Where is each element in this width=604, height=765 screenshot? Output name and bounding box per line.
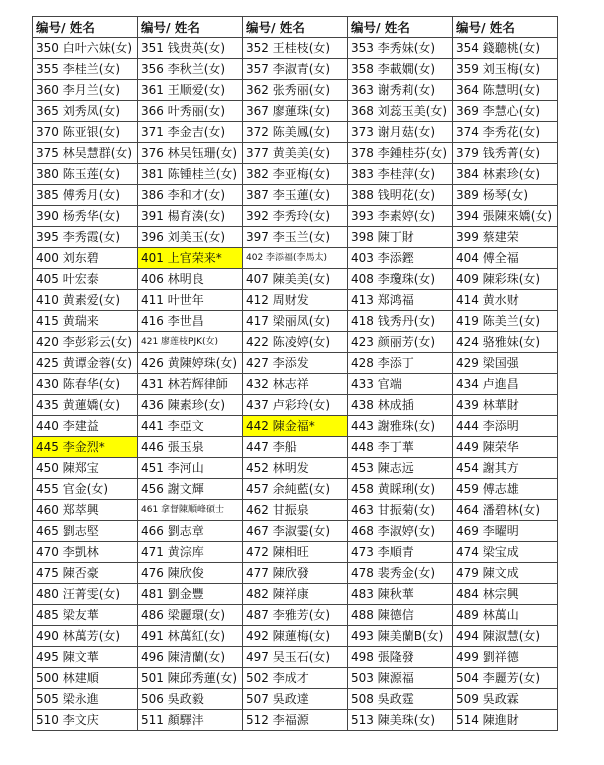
member-cell: 512 李福源 [243,710,348,731]
member-cell: 355 李桂兰(女) [33,59,138,80]
table-row [33,542,558,563]
member-cell: 496 陳清蘭(女) [138,647,243,668]
member-cell: 466 劉志章 [138,521,243,542]
member-cell: 369 李慧心(女) [453,101,558,122]
member-cell: 499 劉祥德 [453,647,558,668]
member-cell: 407 陳美美(女) [243,269,348,290]
table-row [33,122,558,143]
table-body [33,38,558,731]
member-cell: 490 林萬芳(女) [33,626,138,647]
member-cell: 386 李和才(女) [138,185,243,206]
member-cell: 467 李淑霎(女) [243,521,348,542]
table-row [33,248,558,269]
member-cell: 423 颜丽芳(女) [348,332,453,353]
member-cell: 482 陳祥康 [243,584,348,605]
table-row [33,101,558,122]
member-cell: 443 謝雅珠(女) [348,416,453,437]
member-cell: 444 李添明 [453,416,558,437]
member-cell: 418 钱秀丹(女) [348,311,453,332]
table-row [33,80,558,101]
member-cell: 374 李秀花(女) [453,122,558,143]
member-cell: 510 李文庆 [33,710,138,731]
table-row [33,584,558,605]
member-cell: 504 李麗芳(女) [453,668,558,689]
table-row [33,374,558,395]
member-cell: 426 黄陳婷珠(女) [138,353,243,374]
member-cell: 498 張隆發 [348,647,453,668]
member-cell: 432 林志祥 [243,374,348,395]
member-cell: 493 陳美蘭B(女) [348,626,453,647]
member-cell: 440 李建益 [33,416,138,437]
member-cell: 375 林吴慧群(女) [33,143,138,164]
member-cell: 441 李亞文 [138,416,243,437]
table-row [33,206,558,227]
highlighted-member-cell: 445 李金烈* [33,437,138,458]
member-cell: 408 李瓊珠(女) [348,269,453,290]
member-cell: 367 廖蓮珠(女) [243,101,348,122]
member-cell: 409 陳彩珠(女) [453,269,558,290]
member-cell: 404 傅全福 [453,248,558,269]
member-cell: 422 陈凌婷(女) [243,332,348,353]
table-row [33,689,558,710]
member-cell: 468 李淑婷(女) [348,521,453,542]
member-cell: 455 官金(女) [33,479,138,500]
member-cell: 476 陳欣俊 [138,563,243,584]
member-cell: 384 林素珍(女) [453,164,558,185]
member-cell: 495 陳文華 [33,647,138,668]
member-cell: 371 李金吉(女) [138,122,243,143]
member-cell: 480 汪菁雯(女) [33,584,138,605]
table-row [33,311,558,332]
member-cell: 435 黄蓮嬌(女) [33,395,138,416]
table-row [33,563,558,584]
member-cell: 397 李玉兰(女) [243,227,348,248]
member-cell: 463 甘振菊(女) [348,500,453,521]
member-cell: 400 刘东碧 [33,248,138,269]
member-cell: 475 陳否豪 [33,563,138,584]
member-cell: 474 梁宝成 [453,542,558,563]
member-cell: 350 白叶六妹(女) [33,38,138,59]
table-row [33,479,558,500]
member-cell: 362 张秀丽(女) [243,80,348,101]
table-row [33,269,558,290]
member-cell: 420 李彭彩云(女) [33,332,138,353]
member-cell: 439 林華財 [453,395,558,416]
member-cell: 399 蔡建荣 [453,227,558,248]
table-row [33,227,558,248]
member-cell: 382 李亚梅(女) [243,164,348,185]
member-cell: 485 梁友華 [33,605,138,626]
member-cell: 410 黄素爱(女) [33,290,138,311]
member-cell: 500 林建順 [33,668,138,689]
member-cell: 380 陈玉莲(女) [33,164,138,185]
member-cell: 478 裴秀金(女) [348,563,453,584]
member-cell: 415 黄瑞来 [33,311,138,332]
member-cell: 387 李玉蓮(女) [243,185,348,206]
member-cell: 391 楊育湊(女) [138,206,243,227]
member-cell: 491 林萬紅(女) [138,626,243,647]
member-cell: 505 梁永進 [33,689,138,710]
member-cell: 358 李載嫺(女) [348,59,453,80]
member-cell: 356 李秋兰(女) [138,59,243,80]
table-row [33,605,558,626]
member-cell: 507 吳政達 [243,689,348,710]
member-cell: 416 李世昌 [138,311,243,332]
member-cell: 471 黄淙库 [138,542,243,563]
member-cell: 352 王桂枝(女) [243,38,348,59]
member-cell: 372 陈美鳳(女) [243,122,348,143]
member-cell: 377 黄美美(女) [243,143,348,164]
member-cell: 419 陈美兰(女) [453,311,558,332]
member-cell: 492 陳蓮梅(女) [243,626,348,647]
highlighted-member-cell: 442 陳金福* [243,416,348,437]
member-cell: 351 钱贵英(女) [138,38,243,59]
member-table [32,16,558,731]
table-row [33,332,558,353]
column-header: 编号/ 姓名 [33,17,138,38]
member-cell: 425 黄谭金蓉(女) [33,353,138,374]
member-cell: 446 張玉泉 [138,437,243,458]
table-row [33,143,558,164]
member-cell: 497 吴玉石(女) [243,647,348,668]
member-cell: 472 陳相旺 [243,542,348,563]
member-cell: 448 李丁華 [348,437,453,458]
member-cell: 389 杨琴(女) [453,185,558,206]
member-cell: 437 卢彩玲(女) [243,395,348,416]
member-cell: 359 刘玉梅(女) [453,59,558,80]
member-cell: 511 顏驛沣 [138,710,243,731]
column-header: 编号/ 姓名 [138,17,243,38]
member-cell: 405 叶宏泰 [33,269,138,290]
table-row [33,647,558,668]
table-row [33,290,558,311]
member-cell: 506 吳政毅 [138,689,243,710]
table-row [33,353,558,374]
table-row [33,59,558,80]
member-cell: 383 李桂萍(女) [348,164,453,185]
member-cell: 424 骆雅妹(女) [453,332,558,353]
member-cell: 402 李添福(李馬太) [243,248,348,269]
member-cell: 469 李曜明 [453,521,558,542]
member-cell: 403 李添鏗 [348,248,453,269]
member-cell: 357 李淑青(女) [243,59,348,80]
member-cell: 452 林明发 [243,458,348,479]
member-cell: 461 拿督陳順峰碩士 [138,500,243,521]
column-header: 编号/ 姓名 [453,17,558,38]
member-cell: 412 周财发 [243,290,348,311]
member-cell: 353 李秀妹(女) [348,38,453,59]
member-cell: 364 陈慧明(女) [453,80,558,101]
table-row [33,437,558,458]
member-cell: 479 陳文成 [453,563,558,584]
member-cell: 406 林明良 [138,269,243,290]
member-cell: 370 陈亚银(女) [33,122,138,143]
highlighted-member-cell: 401 上官荣来* [138,248,243,269]
member-cell: 501 陳邱秀蓮(女) [138,668,243,689]
member-cell: 481 劉金豐 [138,584,243,605]
member-cell: 394 張陳來嬌(女) [453,206,558,227]
member-cell: 414 黄水财 [453,290,558,311]
member-cell: 494 陳淑慧(女) [453,626,558,647]
member-cell: 361 王顺爱(女) [138,80,243,101]
table-row [33,164,558,185]
member-cell: 453 陳志远 [348,458,453,479]
member-cell: 378 李鍾桂芬(女) [348,143,453,164]
member-cell: 449 陳荣华 [453,437,558,458]
member-cell: 486 梁麗環(女) [138,605,243,626]
member-cell: 390 杨秀华(女) [33,206,138,227]
member-cell: 433 官端 [348,374,453,395]
member-cell: 421 廖莲枝PJK(女) [138,332,243,353]
member-cell: 454 謝其方 [453,458,558,479]
member-cell: 456 謝文輝 [138,479,243,500]
member-cell: 473 李順青 [348,542,453,563]
member-cell: 373 谢月菇(女) [348,122,453,143]
header-row [33,17,558,38]
member-cell: 450 陳郑宝 [33,458,138,479]
member-cell: 398 陳丁財 [348,227,453,248]
column-header: 编号/ 姓名 [243,17,348,38]
member-cell: 508 吳政霆 [348,689,453,710]
member-cell: 502 李成才 [243,668,348,689]
member-cell: 470 李凱林 [33,542,138,563]
member-cell: 514 陳進財 [453,710,558,731]
member-cell: 411 叶世年 [138,290,243,311]
member-cell: 428 李添丁 [348,353,453,374]
table-row [33,458,558,479]
member-cell: 381 陈锺桂兰(女) [138,164,243,185]
member-cell: 360 李月兰(女) [33,80,138,101]
column-header: 编号/ 姓名 [348,17,453,38]
member-cell: 489 林萬山 [453,605,558,626]
member-cell: 376 林吴钰珊(女) [138,143,243,164]
member-cell: 363 谢秀莉(女) [348,80,453,101]
member-cell: 477 陳欣發 [243,563,348,584]
member-cell: 464 潘碧林(女) [453,500,558,521]
member-cell: 413 郑鸿福 [348,290,453,311]
member-cell: 438 林成插 [348,395,453,416]
member-cell: 431 林若辉律師 [138,374,243,395]
member-cell: 503 陳源福 [348,668,453,689]
member-cell: 434 卢進昌 [453,374,558,395]
member-cell: 427 李添发 [243,353,348,374]
member-cell: 459 傅志雄 [453,479,558,500]
member-cell: 488 陳德信 [348,605,453,626]
member-cell: 460 郑萃興 [33,500,138,521]
member-cell: 385 傅秀月(女) [33,185,138,206]
table-row [33,416,558,437]
member-cell: 451 李河山 [138,458,243,479]
member-cell: 509 吳政霖 [453,689,558,710]
table-row [33,38,558,59]
table-row [33,710,558,731]
member-cell: 354 錢聽桃(女) [453,38,558,59]
member-cell: 393 李素婷(女) [348,206,453,227]
member-cell: 366 叶秀丽(女) [138,101,243,122]
member-cell: 458 黄睬琍(女) [348,479,453,500]
member-cell: 462 甘振泉 [243,500,348,521]
member-cell: 484 林宗興 [453,584,558,605]
table-row [33,668,558,689]
table-row [33,185,558,206]
member-cell: 396 刘美玉(女) [138,227,243,248]
member-cell: 417 梁丽凤(女) [243,311,348,332]
member-cell: 379 钱秀菁(女) [453,143,558,164]
member-cell: 483 陳秋華 [348,584,453,605]
table-row [33,626,558,647]
member-cell: 465 劉志堅 [33,521,138,542]
member-cell: 487 李雅芳(女) [243,605,348,626]
member-cell: 447 李船 [243,437,348,458]
member-cell: 395 李秀霞(女) [33,227,138,248]
member-cell: 457 余純藍(女) [243,479,348,500]
table-row [33,521,558,542]
member-cell: 430 陈春华(女) [33,374,138,395]
member-cell: 513 陳美珠(女) [348,710,453,731]
member-cell: 429 梁国强 [453,353,558,374]
member-cell: 392 李秀玲(女) [243,206,348,227]
member-cell: 388 钱明花(女) [348,185,453,206]
member-list-sheet [32,16,558,731]
table-row [33,395,558,416]
member-cell: 368 刘蕊玉美(女) [348,101,453,122]
member-cell: 436 陳素珍(女) [138,395,243,416]
table-row [33,500,558,521]
member-cell: 365 刘秀凤(女) [33,101,138,122]
